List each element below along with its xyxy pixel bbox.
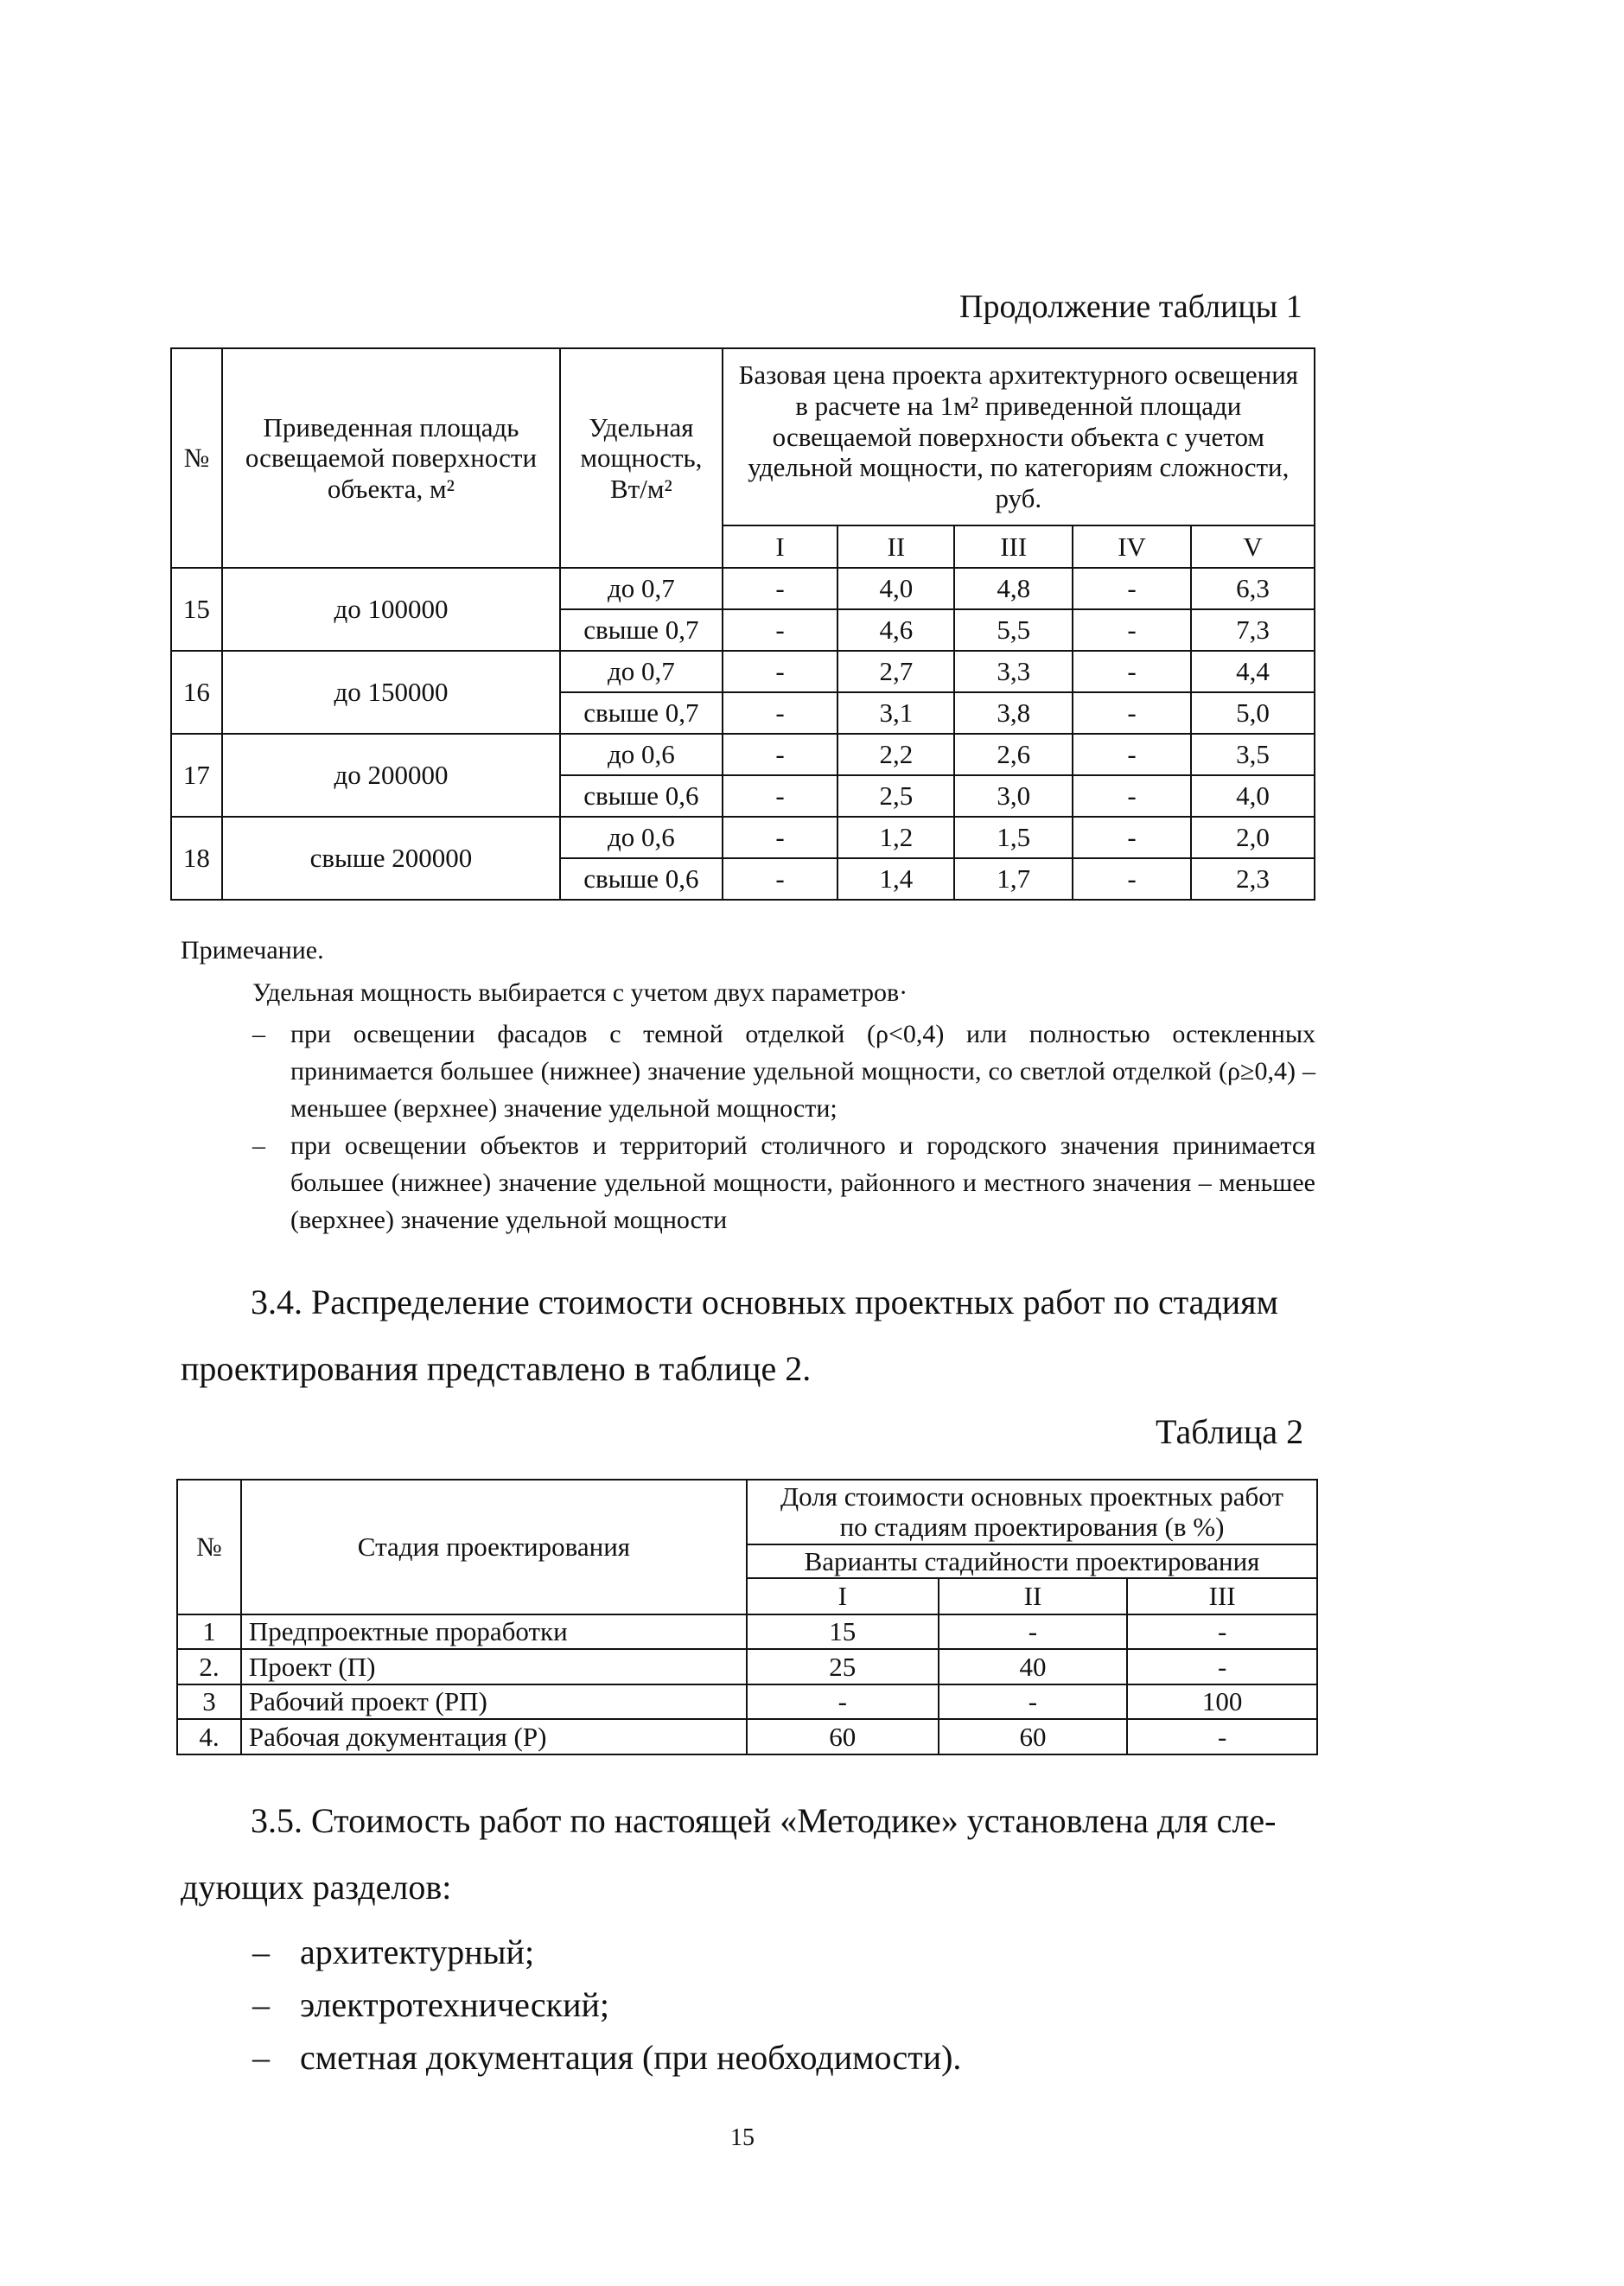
table-row: [177, 1614, 1317, 1650]
row-num: 2.: [177, 1649, 241, 1684]
header-variants: Варианты стадийности проектирования: [747, 1544, 1317, 1578]
category-header: II: [837, 525, 954, 568]
price-cell: 2,0: [1191, 817, 1315, 858]
note-item-text: при освещении фасадов с темной отделкой (ρ<0,4) или полностью остекленных принимается большее (нижнее) значение удельной мощности, со светлой отделкой (ρ≥0,4) – меньшее (верхнее) значение удельной мощности;: [290, 1020, 1315, 1123]
row-num: 4.: [177, 1719, 241, 1754]
share-cell: -: [1127, 1649, 1317, 1684]
table-row: [171, 817, 1315, 858]
list-item-text: архитектурный;: [300, 1933, 535, 1971]
price-cell: 1,2: [837, 817, 954, 858]
list-dash: –: [252, 1020, 265, 1048]
price-cell: -: [723, 692, 838, 734]
price-cell: 1,7: [954, 858, 1073, 900]
list-dash: –: [252, 1985, 270, 2024]
price-cell: 4,8: [954, 568, 1073, 609]
price-cell: -: [723, 858, 838, 900]
price-cell: -: [1073, 609, 1191, 651]
table-row: [171, 734, 1315, 775]
row-power: до 0,7: [560, 568, 723, 609]
row-num: 17: [171, 734, 222, 817]
price-cell: 3,0: [954, 775, 1073, 817]
price-cell: -: [723, 568, 838, 609]
row-num: 1: [177, 1614, 241, 1650]
row-power: свыше 0,7: [560, 609, 723, 651]
price-cell: 5,5: [954, 609, 1073, 651]
stages-table: [176, 1479, 1318, 1755]
section-3-4-line2: проектирования представлено в таблице 2.: [181, 1349, 812, 1388]
table-row: [177, 1719, 1317, 1754]
price-cell: -: [723, 609, 838, 651]
section-3-5-line2: дующих разделов:: [181, 1868, 452, 1907]
share-cell: 60: [939, 1719, 1128, 1754]
price-cell: 5,0: [1191, 692, 1315, 734]
category-header: I: [723, 525, 838, 568]
share-cell: 15: [747, 1614, 939, 1650]
share-cell: -: [1127, 1719, 1317, 1754]
price-cell: 1,5: [954, 817, 1073, 858]
price-cell: 3,3: [954, 651, 1073, 692]
price-cell: 4,6: [837, 609, 954, 651]
price-cell: -: [1073, 651, 1191, 692]
row-num: 15: [171, 568, 222, 651]
price-cell: -: [723, 651, 838, 692]
header-price: Базовая цена проекта архитектурного освещения в расчете на 1м² приведенной площади освещаемой поверхности объекта с учетом удельной мощности, по категориям сложности, руб.: [723, 348, 1315, 525]
price-cell: 2,2: [837, 734, 954, 775]
share-cell: -: [939, 1614, 1128, 1650]
note-item: [252, 1127, 1315, 1239]
price-cell: 6,3: [1191, 568, 1315, 609]
section-3-5-line1: 3.5. Стоимость работ по настоящей «Методике» установлена для сле-: [251, 1801, 1277, 1840]
price-cell: 4,4: [1191, 651, 1315, 692]
category-header: III: [954, 525, 1073, 568]
list-dash: –: [252, 1933, 270, 1971]
share-cell: 40: [939, 1649, 1128, 1684]
row-power: до 0,6: [560, 734, 723, 775]
row-power: свыше 0,7: [560, 692, 723, 734]
price-cell: 7,3: [1191, 609, 1315, 651]
price-cell: -: [1073, 692, 1191, 734]
header-stage: Стадия проектирования: [241, 1480, 747, 1614]
share-cell: 100: [1127, 1684, 1317, 1720]
price-cell: 2,7: [837, 651, 954, 692]
category-header: V: [1191, 525, 1315, 568]
note-heading: Примечание.: [181, 936, 324, 965]
price-cell: -: [1073, 734, 1191, 775]
table-row: [177, 1649, 1317, 1684]
header-power: Удельная мощность, Вт/м²: [560, 348, 723, 568]
list-dash: –: [252, 1131, 265, 1160]
price-cell: 2,5: [837, 775, 954, 817]
share-cell: 25: [747, 1649, 939, 1684]
table-row: [171, 568, 1315, 609]
row-power: свыше 0,6: [560, 775, 723, 817]
price-cell: 3,8: [954, 692, 1073, 734]
price-cell: -: [1073, 817, 1191, 858]
price-cell: 2,3: [1191, 858, 1315, 900]
variant-header: I: [747, 1578, 939, 1614]
note-list: [252, 1016, 1315, 1239]
price-cell: -: [1073, 568, 1191, 609]
row-stage: Рабочий проект (РП): [241, 1684, 747, 1720]
share-cell: -: [1127, 1614, 1317, 1650]
price-cell: 3,1: [837, 692, 954, 734]
row-area: до 150000: [222, 651, 560, 734]
price-cell: -: [1073, 858, 1191, 900]
list-dash: –: [252, 2038, 270, 2077]
price-cell: -: [723, 775, 838, 817]
row-power: свыше 0,6: [560, 858, 723, 900]
list-item: [252, 1926, 961, 1978]
price-cell: 4,0: [837, 568, 954, 609]
row-power: до 0,7: [560, 651, 723, 692]
row-num: 18: [171, 817, 222, 900]
row-num: 3: [177, 1684, 241, 1720]
row-num: 16: [171, 651, 222, 734]
share-cell: -: [747, 1684, 939, 1720]
note-item-text: при освещении объектов и территорий столичного и городского значения принимается большее (нижнее) значение удельной мощности, районного и местного значения – меньшее (верхнее) значение удельной мощности: [290, 1131, 1315, 1234]
price-table: [170, 347, 1315, 901]
row-stage: Предпроектные проработки: [241, 1614, 747, 1650]
header-area: Приведенная площадь освещаемой поверхности объекта, м²: [222, 348, 560, 568]
price-cell: -: [1073, 775, 1191, 817]
variant-header: III: [1127, 1578, 1317, 1614]
share-cell: -: [939, 1684, 1128, 1720]
table-row: [171, 651, 1315, 692]
price-cell: 1,4: [837, 858, 954, 900]
price-cell: 4,0: [1191, 775, 1315, 817]
row-area: свыше 200000: [222, 817, 560, 900]
header-num: №: [171, 348, 222, 568]
row-power: до 0,6: [560, 817, 723, 858]
row-area: до 100000: [222, 568, 560, 651]
table-row: [177, 1684, 1317, 1720]
list-item: [252, 2031, 961, 2084]
note-intro: Удельная мощность выбирается с учетом двух параметров·: [252, 978, 908, 1007]
sections-list: [252, 1926, 961, 2084]
price-cell: 2,6: [954, 734, 1073, 775]
section-3-4-line1: 3.4. Распределение стоимости основных проектных работ по стадиям: [251, 1283, 1278, 1321]
table1-caption: Продолжение таблицы 1: [959, 289, 1302, 325]
table2-caption: Таблица 2: [1156, 1412, 1304, 1451]
variant-header: II: [939, 1578, 1128, 1614]
note-item: [252, 1016, 1315, 1127]
row-stage: Проект (П): [241, 1649, 747, 1684]
row-area: до 200000: [222, 734, 560, 817]
row-stage: Рабочая документация (Р): [241, 1719, 747, 1754]
list-item-text: электротехнический;: [300, 1985, 610, 2024]
category-header: IV: [1073, 525, 1191, 568]
page-number: 15: [730, 2124, 755, 2151]
list-item-text: сметная документация (при необходимости).: [300, 2038, 962, 2077]
list-item: [252, 1978, 961, 2031]
price-cell: -: [723, 817, 838, 858]
price-cell: -: [723, 734, 838, 775]
share-cell: 60: [747, 1719, 939, 1754]
header-num: №: [177, 1480, 241, 1614]
price-cell: 3,5: [1191, 734, 1315, 775]
header-share: Доля стоимости основных проектных работ по стадиям проектирования (в %): [747, 1480, 1317, 1544]
